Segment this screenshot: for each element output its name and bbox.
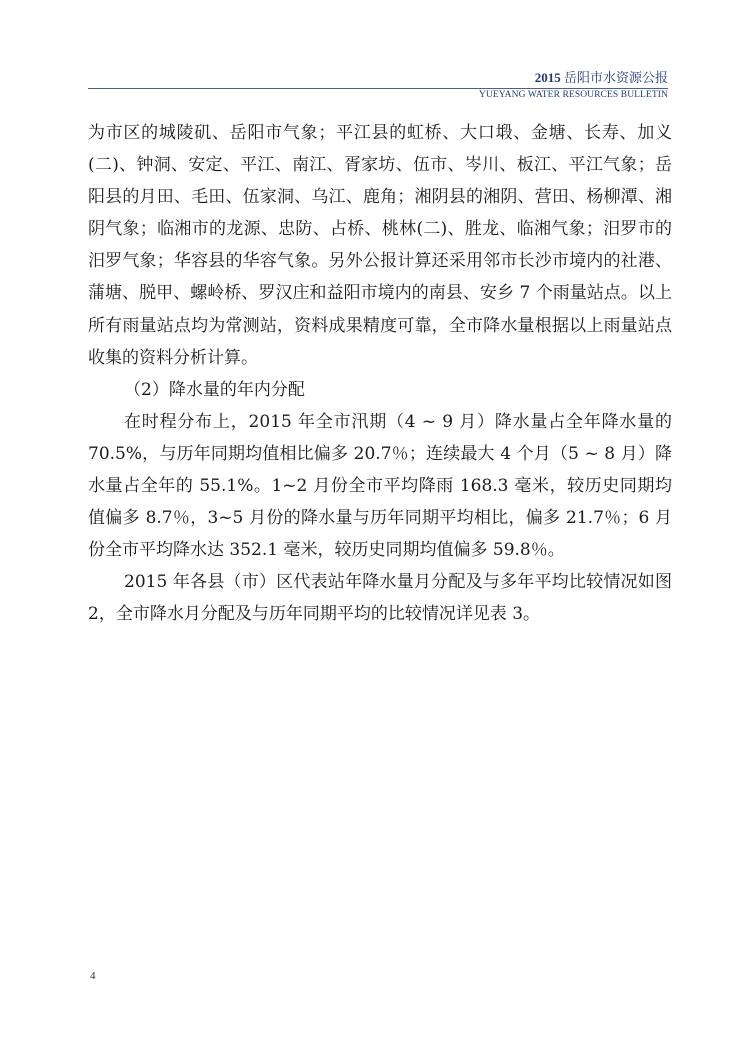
document-body — [88, 117, 672, 631]
page-header — [88, 70, 668, 86]
paragraph-time-distribution: 在时程分布上，2015 年全市汛期（4 ~ 9 月）降水量占全年降水量的 70.5%，与历年同期均值相比偏多 20.7％；连续最大 4 个月（5 ~ 8 月）降水量占全年的 55.1%。1~2 月份全市平均降雨 168.3 毫米，较历史同期均值偏多 8.7％，3~5 月份的降水量与历年同期平均相比，偏多 21.7％；6 月份全市平均降水达 352.1 毫米，较历史同期均值偏多 59.8％。 — [88, 411, 672, 561]
section-heading: （2）降水量的年内分配 — [124, 379, 305, 400]
paragraph-figure-reference: 2015 年各县（市）区代表站年降水量月分配及与多年平均比较情况如图 2，全市降水月分配及与历年同期平均的比较情况详见表 3。 — [88, 572, 672, 625]
page-number: 4 — [90, 970, 96, 982]
header-year: 2015 — [534, 70, 561, 85]
header-title-line — [88, 70, 668, 86]
header-title-en: YUEYANG WATER RESOURCES BULLETIN — [478, 90, 668, 100]
header-title-cn: 岳阳市水资源公报 — [563, 70, 668, 85]
header-rule — [88, 88, 668, 89]
paragraph-rain-stations: 为市区的城陵矶、岳阳市气象；平江县的虹桥、大口塅、金塘、长寿、加义(二)、钟洞、安定、平江、南江、胥家坊、伍市、岑川、板江、平江气象；岳阳县的月田、毛田、伍家洞、乌江、鹿角；湘阴县的湘阴、营田、杨柳潭、湘阴气象；临湘市的龙源、忠防、占桥、桃林(二)、胜龙、临湘气象；汨罗市的汨罗气象；华容县的华容气象。另外公报计算还采用邻市长沙市境内的社港、蒲塘、脱甲、螺岭桥、罗汉庄和益阳市境内的南县、安乡 7 个雨量站点。以上所有雨量站点均为常测站，资料成果精度可靠，全市降水量根据以上雨量站点收集的资料分析计算。 — [88, 123, 672, 368]
